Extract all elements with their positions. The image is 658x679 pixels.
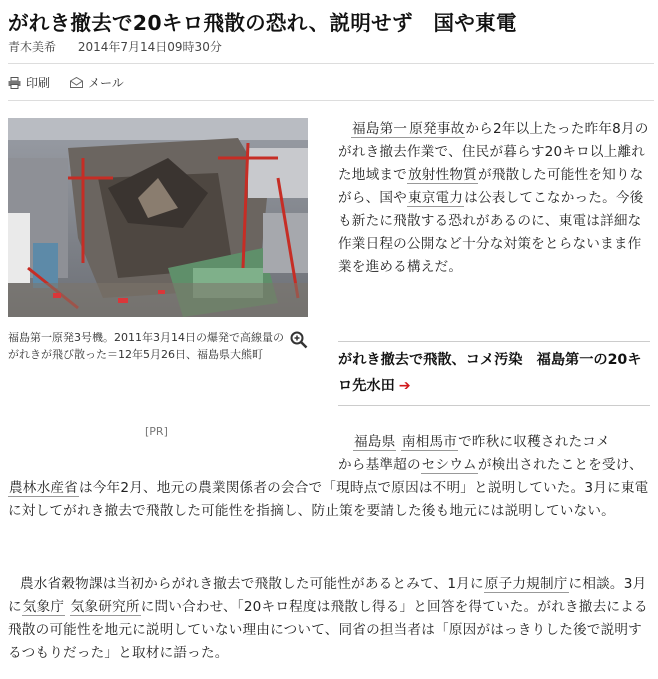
body-text: から2年以上たった昨年8月のがれき撤去作業で、住民が暮らす20キロ以上離れた地域まで [338,121,649,183]
keyword-link[interactable]: 原発事故 [409,121,465,137]
keyword-link[interactable]: セシウム [421,457,477,473]
mail-icon [70,77,83,88]
keyword-link[interactable]: 農林水産省 [9,480,78,496]
mail-label: メール [88,76,124,90]
related-article-link[interactable] [338,341,650,406]
body-text: は公表してこなかった。今後も新たに飛散する恐れがあるのに、東電は詳細な作業日程の公開など十分な対策をとらないまま作業を進める構えだ。 [338,190,644,275]
divider [8,63,654,64]
keyword-link[interactable]: 原子力規制庁 [484,576,568,592]
body-text: が検出されたことを受け、 [477,457,643,473]
keyword-link[interactable]: 東京電力 [407,190,464,206]
body-text: が飛散した可能性を知りながら、国や [338,167,644,206]
mail-button[interactable] [70,74,124,91]
pr-label[interactable]: [PR] [145,425,168,438]
author-name: 青木美希 [8,40,57,54]
article-toolbar [8,74,124,91]
keyword-link[interactable]: 福島県 [354,434,396,450]
magnifier-plus-icon[interactable] [290,331,308,354]
related-article-label: がれき撤去で飛散、コメ汚染 福島第一の20キロ先水田 [338,352,642,394]
body-line [8,431,650,454]
article-photo[interactable] [8,118,308,317]
body-text: は今年2月、地元の農業関係者の会合で「現時点で原因は不明」と説明していた。3月に東電に対してがれき撤去で飛散した可能性を指摘し、防止策を要請した後も地元には説明していない。 [8,480,649,519]
body-line [8,454,650,477]
keyword-link[interactable]: 気象研究所 [70,599,140,615]
keyword-link[interactable]: 福島第一 [352,121,408,137]
keyword-link[interactable]: 気象庁 [22,599,65,615]
divider [8,100,654,101]
body-paragraph-3 [8,573,650,665]
body-text: で昨秋に収穫されたコメ [458,434,610,450]
arrow-right-icon: ➔ [398,378,411,394]
print-label: 印刷 [26,76,51,90]
body-text: から基準超の [338,457,421,473]
body-paragraph-1 [338,118,650,279]
article-title: がれき撤去で20キロ飛散の恐れ、説明せず 国や東電 [8,11,517,35]
publish-date: 2014年7月14日09時30分 [77,40,222,54]
byline [8,38,222,55]
photo-caption [8,329,308,363]
body-text: に相談。3月に [8,576,647,615]
reactor-photo-illustration [8,118,308,317]
keyword-link[interactable]: 南相馬市 [401,434,458,450]
print-button[interactable] [8,74,50,91]
printer-icon [8,77,21,89]
keyword-link[interactable]: 放射性物質 [407,167,477,183]
body-text: 農水省穀物課は当初からがれき撤去で飛散した可能性があるとみて、1月に [20,576,484,592]
photo-caption-text: 福島第一原発3号機。2011年3月14日の爆発で高線量のがれきが飛び散った＝12年5月26日、福島県大熊町 [8,331,284,361]
body-paragraph-2 [8,431,650,523]
body-text: に問い合わせ、「20キロ程度は飛散し得る」と回答を得ていた。がれき撤去による飛散の可能性を地元に説明していない理由について、同省の担当者は「原因がはっきりした後で説明するつもりだった」と取材に語った。 [8,599,648,661]
